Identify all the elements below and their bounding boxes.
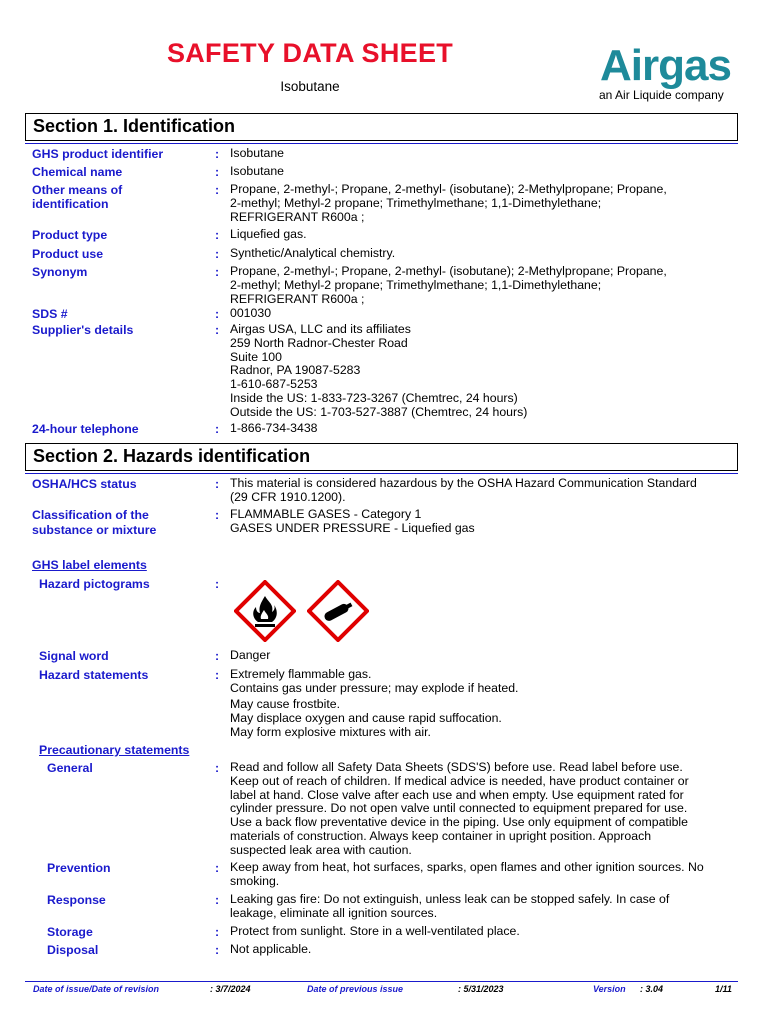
colon: : [215, 668, 220, 682]
section-1-label: Product type [32, 228, 108, 242]
colon: : [215, 247, 220, 261]
colon: : [215, 649, 220, 663]
colon: : [215, 577, 220, 591]
section-1-label: GHS product identifier [32, 147, 164, 161]
ghs-label-elements-heading: GHS label elements [32, 558, 147, 572]
section-1-label: Synonym [32, 265, 88, 279]
footer-version-value: : 3.04 [640, 984, 664, 994]
colon: : [215, 477, 220, 491]
product-subtitle: Isobutane [280, 79, 340, 94]
flame-pictogram-icon [234, 580, 296, 642]
colon: : [215, 893, 220, 907]
section-1-value: 001030 [230, 306, 272, 320]
section-1-rule [25, 143, 738, 144]
footer-issue-value: : 3/7/2024 [210, 984, 251, 994]
section-1-label: Other means of identification [32, 183, 123, 211]
disposal-value: Not applicable. [230, 942, 312, 956]
response-label: Response [47, 893, 106, 907]
section-1-value: Propane, 2-methyl-; Propane, 2-methyl- (isobutane); 2-Methylpropane; Propane, 2-methyl; Methyl-2 propane; Trimethylmethane; 1,1-Dimethylethane; REFRIGERANT R600a ; [230, 182, 667, 224]
footer-rule [25, 981, 738, 982]
section-1-value: Propane, 2-methyl-; Propane, 2-methyl- (isobutane); 2-Methylpropane; Propane, 2-methyl; Methyl-2 propane; Trimethylmethane; 1,1-Dimethylethane; REFRIGERANT R600a ; [230, 264, 667, 306]
section-1-label: Product use [32, 247, 104, 261]
prevention-label: Prevention [47, 861, 111, 875]
section-1-value: Liquefied gas. [230, 227, 307, 241]
section-1-value: 1-866-734-3438 [230, 421, 318, 435]
footer-version-label: Version [593, 984, 626, 994]
section-1-label: Supplier's details [32, 323, 134, 337]
section-1-value: Synthetic/Analytical chemistry. [230, 246, 396, 260]
classification-label: Classification of the substance or mixture [32, 508, 157, 537]
response-value: Leaking gas fire: Do not extinguish, unless leak can be stopped safely. In case of leakage, eliminate all ignition sources. [230, 892, 670, 920]
osha-status-label: OSHA/HCS status [32, 477, 137, 491]
logo-tagline: an Air Liquide company [599, 88, 724, 102]
precautionary-statements-heading: Precautionary statements [39, 743, 190, 757]
colon: : [215, 925, 220, 939]
signal-word-label: Signal word [39, 649, 109, 663]
signal-word-value: Danger [230, 648, 271, 662]
general-value: Read and follow all Safety Data Sheets (SDS'S) before use. Read label before use. Keep out of reach of children. If medical advice is needed, have product container or label at hand. Close valve after each use and when empty. Use equipment rated for cylinder pressure. Do not open valve until connected to equipment prepared for use. Use a back flow preventative device in the piping. Use only equipment of compatible materials of construction. Always keep container in upright position. Approach suspected leak area with caution. [230, 760, 689, 857]
hazard-statements-label: Hazard statements [39, 668, 149, 682]
gas-cylinder-pictogram-icon [307, 580, 369, 642]
storage-value: Protect from sunlight. Store in a well-ventilated place. [230, 924, 520, 938]
general-label: General [47, 761, 93, 775]
section-1-value: Isobutane [230, 146, 285, 160]
classification-value: FLAMMABLE GASES - Category 1 GASES UNDER PRESSURE - Liquefied gas [230, 507, 475, 535]
section-1-heading: Section 1. Identification [25, 113, 738, 141]
logo-wordmark: Airgas [600, 41, 731, 90]
colon: : [215, 943, 220, 957]
storage-label: Storage [47, 925, 93, 939]
disposal-label: Disposal [47, 943, 99, 957]
colon: : [215, 147, 220, 161]
section-1-label: SDS # [32, 307, 68, 321]
colon: : [215, 761, 220, 775]
footer-issue-label: Date of issue/Date of revision [33, 984, 160, 994]
osha-status-value: This material is considered hazardous by the OSHA Hazard Communication Standard (29 CFR 1910.1200). [230, 476, 697, 504]
section-1-value: Isobutane [230, 164, 285, 178]
colon: : [215, 307, 220, 321]
section-1-label: 24-hour telephone [32, 422, 139, 436]
colon: : [215, 861, 220, 875]
colon: : [215, 265, 220, 279]
colon: : [215, 508, 220, 522]
section-1-label: Chemical name [32, 165, 123, 179]
colon: : [215, 422, 220, 436]
section-2-rule [25, 473, 738, 474]
footer-previous-label: Date of previous issue [307, 984, 404, 994]
document-title: SAFETY DATA SHEET [166, 38, 454, 68]
colon: : [215, 228, 220, 242]
section-1-value: Airgas USA, LLC and its affiliates 259 North Radnor-Chester Road Suite 100 Radnor, PA 19087-5283 1-610-687-5253 Inside the US: 1-833-723-3267 (Chemtrec, 24 hours) Outside the US: 1-703-527-3887 (Chemtrec, 24 hours) [230, 322, 528, 419]
hazard-statements-value-2: May cause frostbite. May displace oxygen and cause rapid suffocation. May form explosive mixtures with air. [230, 697, 502, 739]
footer-previous-value: : 5/31/2023 [458, 984, 504, 994]
colon: : [215, 183, 220, 197]
hazard-pictograms-label: Hazard pictograms [39, 577, 150, 591]
colon: : [215, 323, 220, 337]
footer-page-number: 1/11 [715, 984, 732, 994]
prevention-value: Keep away from heat, hot surfaces, sparks, open flames and other ignition sources. No smoking. [230, 860, 704, 888]
colon: : [215, 165, 220, 179]
section-2-heading: Section 2. Hazards identification [25, 443, 738, 471]
hazard-statements-value: Extremely flammable gas. Contains gas under pressure; may explode if heated. [230, 667, 519, 695]
